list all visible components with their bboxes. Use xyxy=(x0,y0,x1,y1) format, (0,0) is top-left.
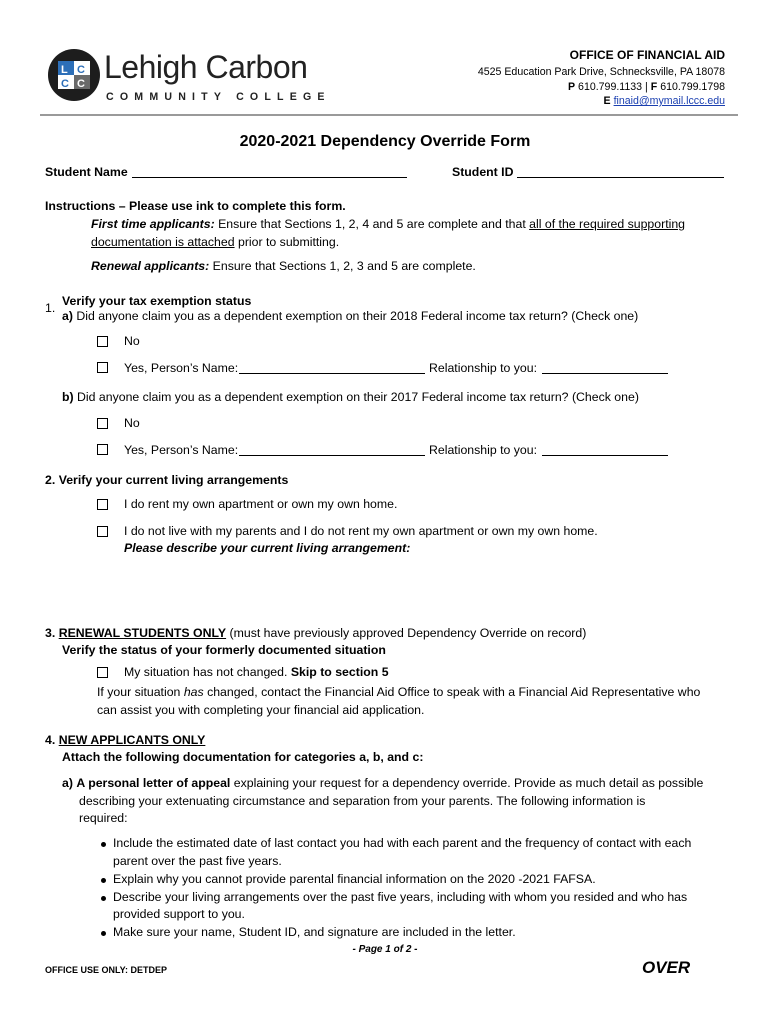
s3-unchanged-label: My situation has not changed. Skip to section 5 xyxy=(124,665,389,679)
first-time-line-2: documentation is attached prior to submitting. xyxy=(91,235,340,249)
section3-subheading: Verify the status of your formerly documented situation xyxy=(62,643,386,657)
s3-changed-line-2: can assist you with completing your financial aid application. xyxy=(97,703,425,717)
section1b-question: b) Did anyone claim you as a dependent exemption on their 2017 Federal income tax return? (Check one) xyxy=(62,390,639,404)
bullet-icon xyxy=(101,931,106,936)
s1b-relationship-field[interactable] xyxy=(542,443,668,456)
email-link[interactable]: finaid@mymail.lccc.edu xyxy=(613,95,725,107)
college-logo-icon xyxy=(48,49,100,101)
s1a-no-checkbox[interactable] xyxy=(97,336,108,347)
section4a-line-2: describing your extenuating circumstance and separation from your parents. The following information is xyxy=(79,794,646,808)
s1a-yes-label: Yes, Person’s Name: xyxy=(124,361,239,375)
section4-subheading: Attach the following documentation for categories a, b, and c: xyxy=(62,750,424,764)
office-use-only: OFFICE USE ONLY: DETDEP xyxy=(45,965,168,975)
section3-heading: 3. RENEWAL STUDENTS ONLY (must have previously approved Dependency Override on record) xyxy=(45,626,587,640)
header-divider xyxy=(40,114,738,116)
s4-bullet-1-line-2: parent over the past five years. xyxy=(113,854,282,868)
section4-heading: 4. NEW APPLICANTS ONLY xyxy=(45,733,206,747)
bullet-icon xyxy=(101,878,106,883)
form-title: 2020-2021 Dependency Override Form xyxy=(239,133,531,150)
svg-text:C: C xyxy=(77,64,85,76)
s1a-relationship-field[interactable] xyxy=(542,361,668,374)
student-id-label: Student ID xyxy=(452,165,514,179)
section1a-question: a) Did anyone claim you as a dependent exemption on their 2018 Federal income tax return? (Check one) xyxy=(62,309,639,323)
over-label: OVER xyxy=(642,958,691,977)
section4a-line-3: required: xyxy=(79,811,128,825)
s4-bullet-3-line-2: provided support to you. xyxy=(113,907,245,921)
section2-heading: 2. Verify your current living arrangements xyxy=(45,473,289,487)
s1a-yes-checkbox[interactable] xyxy=(97,362,108,373)
instructions-heading: Instructions – Please use ink to complete this form. xyxy=(45,199,346,213)
office-title: OFFICE OF FINANCIAL AID xyxy=(569,48,725,62)
s4-bullet-3-line-1: Describe your living arrangements over the past five years, including with whom you resided and who has xyxy=(113,890,688,904)
college-subtitle: COMMUNITY COLLEGE xyxy=(106,91,331,103)
s1a-person-name-field[interactable] xyxy=(239,361,425,374)
college-name: Lehigh Carbon xyxy=(104,49,308,85)
s2-describe-prompt: Please describe your current living arrangement: xyxy=(124,541,411,555)
s1b-relationship-label: Relationship to you: xyxy=(429,443,538,457)
s1b-person-name-field[interactable] xyxy=(239,443,425,456)
student-name-label: Student Name xyxy=(45,165,128,179)
s2-option1-checkbox[interactable] xyxy=(97,499,108,510)
s1b-no-checkbox[interactable] xyxy=(97,418,108,429)
office-phone-fax: P 610.799.1133 | F 610.799.1798 xyxy=(568,81,725,93)
s2-describe-area[interactable] xyxy=(124,560,724,618)
office-email: E finaid@mymail.lccc.edu xyxy=(603,95,725,107)
svg-text:L: L xyxy=(61,64,68,76)
svg-text:C: C xyxy=(61,78,69,90)
s1a-relationship-label: Relationship to you: xyxy=(429,361,538,375)
svg-text:C: C xyxy=(77,78,85,90)
s4-bullet-4: Make sure your name, Student ID, and signature are included in the letter. xyxy=(113,925,516,939)
bullet-icon xyxy=(101,842,106,847)
s2-option2-checkbox[interactable] xyxy=(97,526,108,537)
s4-bullet-2: Explain why you cannot provide parental financial information on the 2020 -2021 FAFSA. xyxy=(113,872,596,886)
student-name-field[interactable] xyxy=(132,165,407,178)
bullet-icon xyxy=(101,896,106,901)
s2-option1-label: I do rent my own apartment or own my own home. xyxy=(124,497,398,511)
page-number: - Page 1 of 2 - xyxy=(352,944,418,955)
s4-bullet-1-line-1: Include the estimated date of last contact you had with each parent and the frequency of contact with each xyxy=(113,836,692,850)
s1b-yes-label: Yes, Person’s Name: xyxy=(124,443,239,457)
student-id-field[interactable] xyxy=(517,165,724,178)
s1a-no-label: No xyxy=(124,334,140,348)
s1b-yes-checkbox[interactable] xyxy=(97,444,108,455)
section4a-line-1: a) A personal letter of appeal explaining your request for a dependency override. Provide as much detail as possible xyxy=(62,776,704,790)
office-address: 4525 Education Park Drive, Schnecksville, PA 18078 xyxy=(477,66,725,78)
renewal-line: Renewal applicants: Ensure that Sections 1, 2, 3 and 5 are complete. xyxy=(91,259,476,273)
s1b-no-label: No xyxy=(124,416,140,430)
s3-unchanged-checkbox[interactable] xyxy=(97,667,108,678)
s2-option2-label: I do not live with my parents and I do not rent my own apartment or own my own home. xyxy=(124,524,598,538)
section1-heading: Verify your tax exemption status xyxy=(62,294,252,308)
s3-changed-line-1: If your situation has changed, contact the Financial Aid Office to speak with a Financial Aid Representative who xyxy=(97,685,701,699)
section1-number: 1. xyxy=(45,301,56,315)
first-time-line-1: First time applicants: Ensure that Sections 1, 2, 4 and 5 are complete and that all of the required supporting xyxy=(91,217,686,231)
